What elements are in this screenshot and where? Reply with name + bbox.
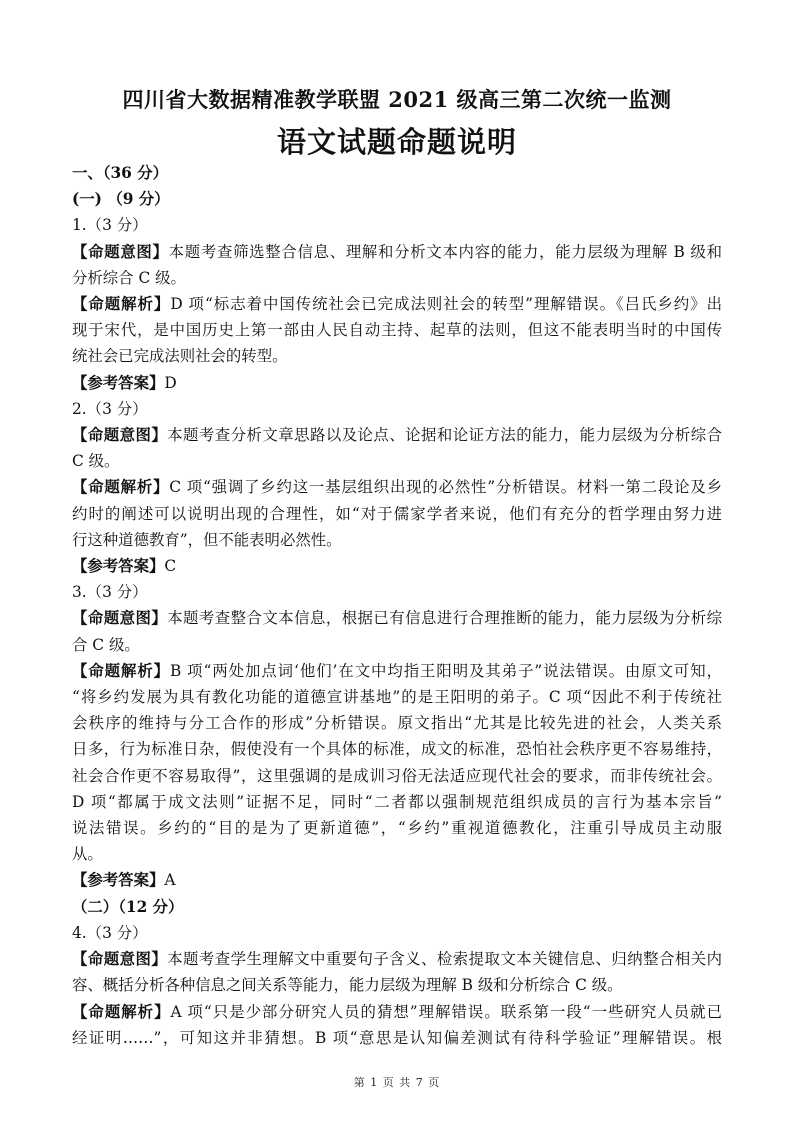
analysis-line: 日多，行为标准日杂，假使没有一个具体的标准，成文的标准，恐怕社会秩序更不容易维持，	[72, 740, 722, 759]
analysis-line: 行这种道德教育”，但不能表明必然性。	[72, 530, 342, 549]
analysis-line: 经证明……”，可知这并非猜想。B 项“意思是认知偏差测试有待科学验证”理解错误。根	[72, 1028, 722, 1047]
intent-line: 【命题意图】本题考查整合文本信息，根据已有信息进行合理推断的能力，能力层级为分析综	[72, 609, 722, 628]
question-number: 2.（3 分）	[72, 399, 148, 418]
answer-value: D	[164, 373, 177, 392]
answer-label: 【参考答案】	[72, 557, 165, 576]
analysis-line: 统社会已完成法则社会的转型。	[72, 347, 288, 366]
analysis-line: 社会合作更不容易取得”，这里强调的是成训习俗无法适应现代社会的要求，而非传统社会。	[72, 766, 722, 785]
analysis-label: 【命题解析】	[72, 661, 171, 680]
intent-line: 【命题意图】本题考查学生理解文中重要句子含义、检索提取文本关键信息、归纳整合相关内	[72, 950, 722, 969]
analysis-line: 说法错误。乡约的“目的是为了更新道德”，“乡约”重视道德教化，注重引导成员主动服	[72, 819, 722, 838]
analysis-line: 【命题解析】C 项“强调了乡约这一基层组织出现的必然性”分析错误。材料一第二段论及乡	[72, 478, 722, 497]
analysis-label: 【命题解析】	[72, 478, 170, 497]
answer-line	[72, 370, 722, 396]
analysis-line: 会秩序的维持与分工合作的形成”分析错误。原文指出“尤其是比较先进的社会，人类关系	[72, 714, 722, 733]
intent-line: 【命题意图】本题考查筛选整合信息、理解和分析文本内容的能力，能力层级为理解 B 级和	[72, 242, 722, 261]
document-title: 语文试题命题说明	[276, 125, 517, 159]
answer-label: 【参考答案】	[72, 373, 165, 392]
answer-label: 【参考答案】	[72, 871, 165, 890]
analysis-line: 【命题解析】D 项“标志着中国传统社会已完成法则社会的转型”理解错误。《吕氏乡约》出	[72, 295, 722, 314]
analysis-label: 【命题解析】	[72, 295, 171, 314]
document-body	[72, 160, 722, 1051]
analysis-line: 现于宋代，是中国历史上第一部由人民自动主持、起草的法则，但这不能表明当时的中国传	[72, 321, 722, 340]
intent-label: 【命题意图】	[72, 426, 168, 445]
analysis-line: “将乡约发展为具有教化功能的道德宣讲基地”的是王阳明的弟子。C 项“因此不利于传统社	[72, 688, 722, 707]
analysis-line: 约时的阐述可以说明出现的合理性，如“对于儒家学者来说，他们有充分的哲学理由努力进	[72, 504, 722, 523]
analysis-label: 【命题解析】	[72, 1002, 171, 1021]
answer-value: C	[164, 557, 177, 576]
intent-line: 分析综合 C 级。	[72, 268, 186, 287]
analysis-line: 从。	[72, 845, 103, 864]
intent-line: C 级。	[72, 452, 120, 471]
answer-value: A	[164, 871, 176, 890]
question-number: 3.（3 分）	[72, 583, 148, 602]
section-heading: 一、（36 分）	[72, 164, 169, 182]
intent-label: 【命题意图】	[72, 609, 168, 628]
intent-label: 【命题意图】	[72, 242, 169, 261]
analysis-line: 【命题解析】B 项“两处加点词‘他们’在文中均指王阳明及其弟子”说法错误。由原文可知，	[72, 661, 722, 680]
intent-line: 【命题意图】本题考查分析文章思路以及论点、论据和论证方法的能力，能力层级为分析综合	[72, 426, 722, 445]
analysis-line: D 项“都属于成文法则”证据不足，同时“二者都以强制规范组织成员的言行为基本宗旨”	[72, 792, 722, 811]
exam-title: 四川省大数据精准教学联盟 2021 级高三第二次统一监测	[122, 87, 672, 112]
answer-line	[72, 553, 722, 579]
question-number: 1.（3 分）	[72, 216, 148, 235]
intent-line: 合 C 级。	[72, 635, 140, 654]
answer-line	[72, 867, 722, 893]
subsection-heading: （二）（12 分）	[72, 897, 184, 916]
analysis-line: 【命题解析】A 项“只是少部分研究人员的猜想”理解错误。联系第一段“一些研究人员就已	[72, 1002, 722, 1021]
question-number: 4.（3 分）	[72, 923, 148, 942]
page-number: 第 1 页 共 7 页	[353, 1076, 441, 1089]
intent-label: 【命题意图】	[72, 950, 168, 969]
intent-line: 容、概括分析各种信息之间关系等能力，能力层级为理解 B 级和分析综合 C 级。	[72, 976, 623, 995]
subsection-heading: (一) （9 分）	[72, 190, 170, 209]
